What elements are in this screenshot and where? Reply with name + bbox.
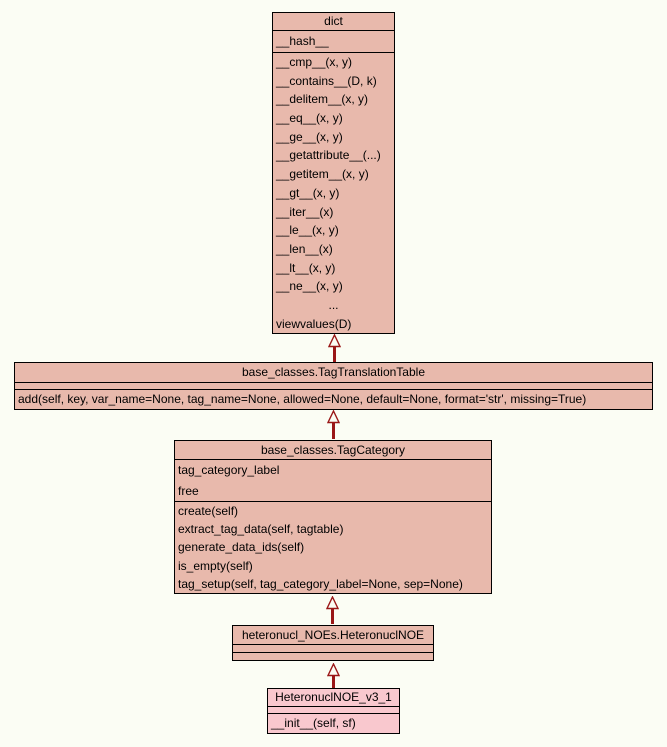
class-box-dict xyxy=(272,12,395,334)
member-row: __contains__(D, k) xyxy=(276,73,377,88)
attributes-compartment xyxy=(175,459,491,501)
member-row: __ne__(x, y) xyxy=(276,279,343,294)
attributes-compartment xyxy=(273,30,394,52)
member-row: generate_data_ids(self) xyxy=(178,540,305,555)
member-row: ... xyxy=(328,297,339,312)
member-row: add(self, key, var_name=None, tag_name=None, allowed=None, default=None, format='str', missing=True) xyxy=(18,392,587,406)
member-row: extract_tag_data(self, tagtable) xyxy=(178,522,344,537)
class-title: base_classes.TagCategory xyxy=(260,443,406,457)
methods-compartment xyxy=(15,389,652,409)
member-row: tag_setup(self, tag_category_label=None, sep=None) xyxy=(178,576,463,591)
class-box-heteronuclnoe-v3-1 xyxy=(267,688,400,734)
attributes-compartment xyxy=(15,382,652,389)
class-title: base_classes.TagTranslationTable xyxy=(242,365,425,379)
class-title: heteronucl_NOEs.HeteronuclNOE xyxy=(241,628,425,642)
inheritance-arrow xyxy=(327,410,340,439)
member-row: __getitem__(x, y) xyxy=(276,167,369,182)
inheritance-arrow xyxy=(328,334,341,362)
attributes-compartment xyxy=(233,644,433,652)
inheritance-arrow xyxy=(326,596,339,624)
member-row: __lt__(x, y) xyxy=(276,260,336,275)
inheritance-arrow xyxy=(327,663,340,688)
member-row: __delitem__(x, y) xyxy=(276,92,369,107)
member-row: __init__(self, sf) xyxy=(271,716,356,730)
member-row: __le__(x, y) xyxy=(276,223,339,238)
member-row: is_empty(self) xyxy=(178,558,253,573)
member-row: create(self) xyxy=(178,504,239,518)
attributes-compartment xyxy=(268,706,399,713)
member-row: __ge__(x, y) xyxy=(276,129,343,144)
member-row: __hash__ xyxy=(276,34,329,48)
methods-compartment xyxy=(273,52,394,333)
member-row: __iter__(x) xyxy=(276,204,334,219)
member-row: free xyxy=(178,483,199,498)
member-row: tag_category_label xyxy=(178,463,280,477)
member-row: viewvalues(D) xyxy=(276,316,352,331)
class-box-tagcategory xyxy=(174,440,492,594)
member-row: __eq__(x, y) xyxy=(276,111,343,126)
methods-compartment xyxy=(268,713,399,733)
methods-compartment xyxy=(233,652,433,660)
class-title: HeteronuclNOE_v3_1 xyxy=(275,690,392,704)
class-title: dict xyxy=(324,14,343,28)
member-row: __getattribute__(...) xyxy=(276,148,381,163)
member-row: __cmp__(x, y) xyxy=(276,55,353,69)
class-box-tagtranslationtable xyxy=(14,362,653,410)
member-row: __gt__(x, y) xyxy=(276,185,340,200)
methods-compartment xyxy=(175,501,491,593)
member-row: __len__(x) xyxy=(276,241,333,256)
class-box-heteronuclnoe xyxy=(232,625,434,661)
